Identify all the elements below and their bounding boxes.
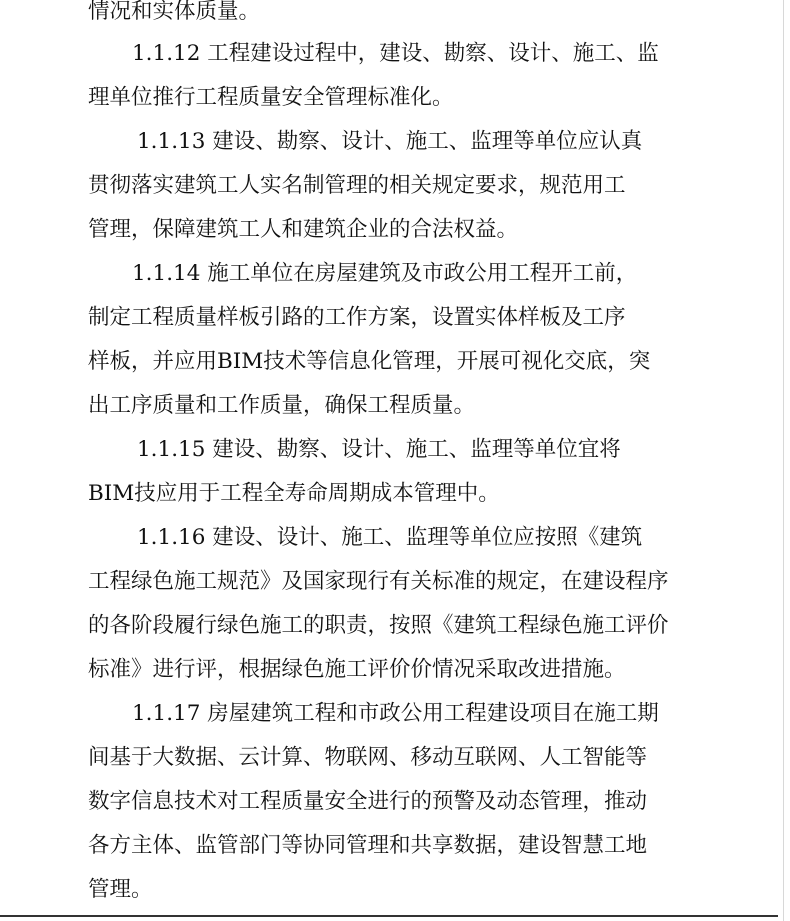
text-line: 贯彻落实建筑工人实名制管理的相关规定要求，规范用工 bbox=[88, 173, 626, 198]
text-line: 标准》进行评，根据绿色施工评价价情况采取改进措施。 bbox=[88, 657, 626, 682]
page-bottom-border bbox=[0, 915, 778, 917]
text-line: 各方主体、监管部门等协同管理和共享数据，建设智慧工地 bbox=[88, 833, 648, 858]
text-line: 情况和实体质量。 bbox=[88, 0, 261, 24]
text-line: BIM技应用于工程全寿命周期成本管理中。 bbox=[88, 481, 500, 506]
text-line: 管理。 bbox=[88, 877, 153, 902]
text-line: 管理，保障建筑工人和建筑企业的合法权益。 bbox=[88, 217, 519, 242]
page-right-edge bbox=[783, 0, 784, 921]
clause-1-1-13: 1.1.13 建设、勘察、设计、施工、监理等单位应认真 bbox=[137, 129, 643, 154]
clause-1-1-14: 1.1.14 施工单位在房屋建筑及市政公用工程开工前， bbox=[132, 261, 638, 286]
text-line: 理单位推行工程质量安全管理标准化。 bbox=[88, 85, 454, 110]
text-line: 制定工程质量样板引路的工作方案，设置实体样板及工序 bbox=[88, 305, 626, 330]
text-line: 样板，并应用BIM技术等信息化管理，开展可视化交底，突 bbox=[88, 349, 651, 374]
text-line: 数字信息技术对工程质量安全进行的预警及动态管理，推动 bbox=[88, 789, 648, 814]
clause-1-1-15: 1.1.15 建设、勘察、设计、施工、监理等单位宜将 bbox=[137, 437, 621, 462]
text-line: 出工序质量和工作质量，确保工程质量。 bbox=[88, 393, 476, 418]
text-line: 间基于大数据、云计算、物联网、移动互联网、人工智能等 bbox=[88, 745, 648, 770]
text-line: 的各阶段履行绿色施工的职责，按照《建筑工程绿色施工评价 bbox=[88, 613, 669, 638]
clause-1-1-17: 1.1.17 房屋建筑工程和市政公用工程建设项目在施工期 bbox=[132, 701, 659, 726]
clause-1-1-12: 1.1.12 工程建设过程中，建设、勘察、设计、施工、监 bbox=[132, 41, 659, 66]
clause-1-1-16: 1.1.16 建设、设计、施工、监理等单位应按照《建筑 bbox=[137, 525, 643, 550]
text-line: 工程绿色施工规范》及国家现行有关标准的规定，在建设程序 bbox=[88, 569, 669, 594]
